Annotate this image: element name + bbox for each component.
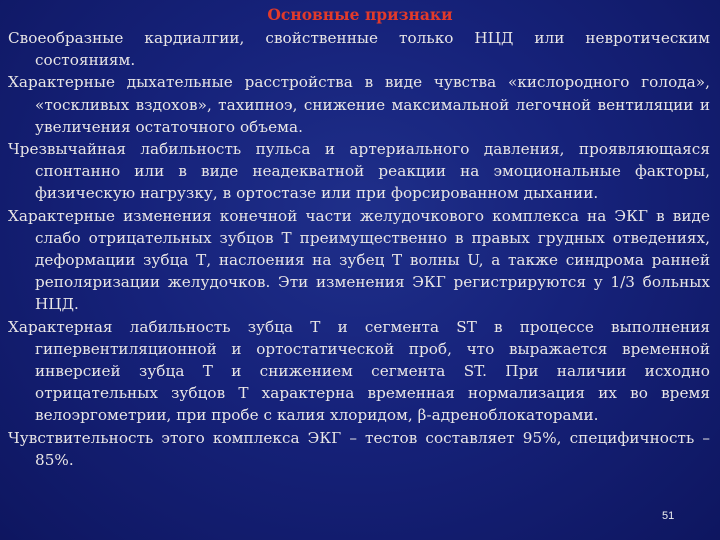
paragraph-respiratory: Характерные дыхательные расстройства в виде чувства «кислородного голода», «тоскливых вздохов», тахипноэ, снижение максимальной легочной вентиляции и увеличения остаточного объема. — [8, 73, 710, 136]
slide-title: Основные признаки — [267, 5, 453, 24]
paragraph-lability: Чрезвычайная лабильность пульса и артериального давления, проявляющаяся спонтанно или в виде неадекватной реакции на эмоциональные факторы, физическую нагрузку, в ортостазе или при форсированном дыхании. — [8, 140, 710, 203]
paragraph-ecg-changes: Характерные изменения конечной части желудочкового комплекса на ЭКГ в виде слабо отрицательных зубцов Т преимущественно в правых грудных отведениях, деформации зубца Т, наслоения на зубец Т волны U, а также синдрома ранней реполяризации желудочков. Эти изменения ЭКГ регистрируются у 1/3 больных НЦД. — [8, 206, 710, 314]
paragraph-t-wave-lability: Характерная лабильность зубца Т и сегмента ST в процессе выполнения гипервентиляционной и ортостатической проб, что выражается временной инверсией зубца Т и снижением сегмента ST. При наличии исходно отрицательных зубцов Т характерна временная нормализация их во время велоэргометрии, при пробе с калия хлоридом, β-адреноблокаторами. — [8, 317, 710, 425]
page-number: 51 — [662, 510, 675, 522]
slide-content — [8, 27, 710, 471]
paragraph-sensitivity: Чувствительность этого комплекса ЭКГ – тестов составляет 95%, специфичность – 85%. — [8, 428, 710, 469]
paragraph-cardialgia: Своеобразные кардиалгии, свойственные только НЦД или невротическим состояниям. — [8, 29, 710, 70]
